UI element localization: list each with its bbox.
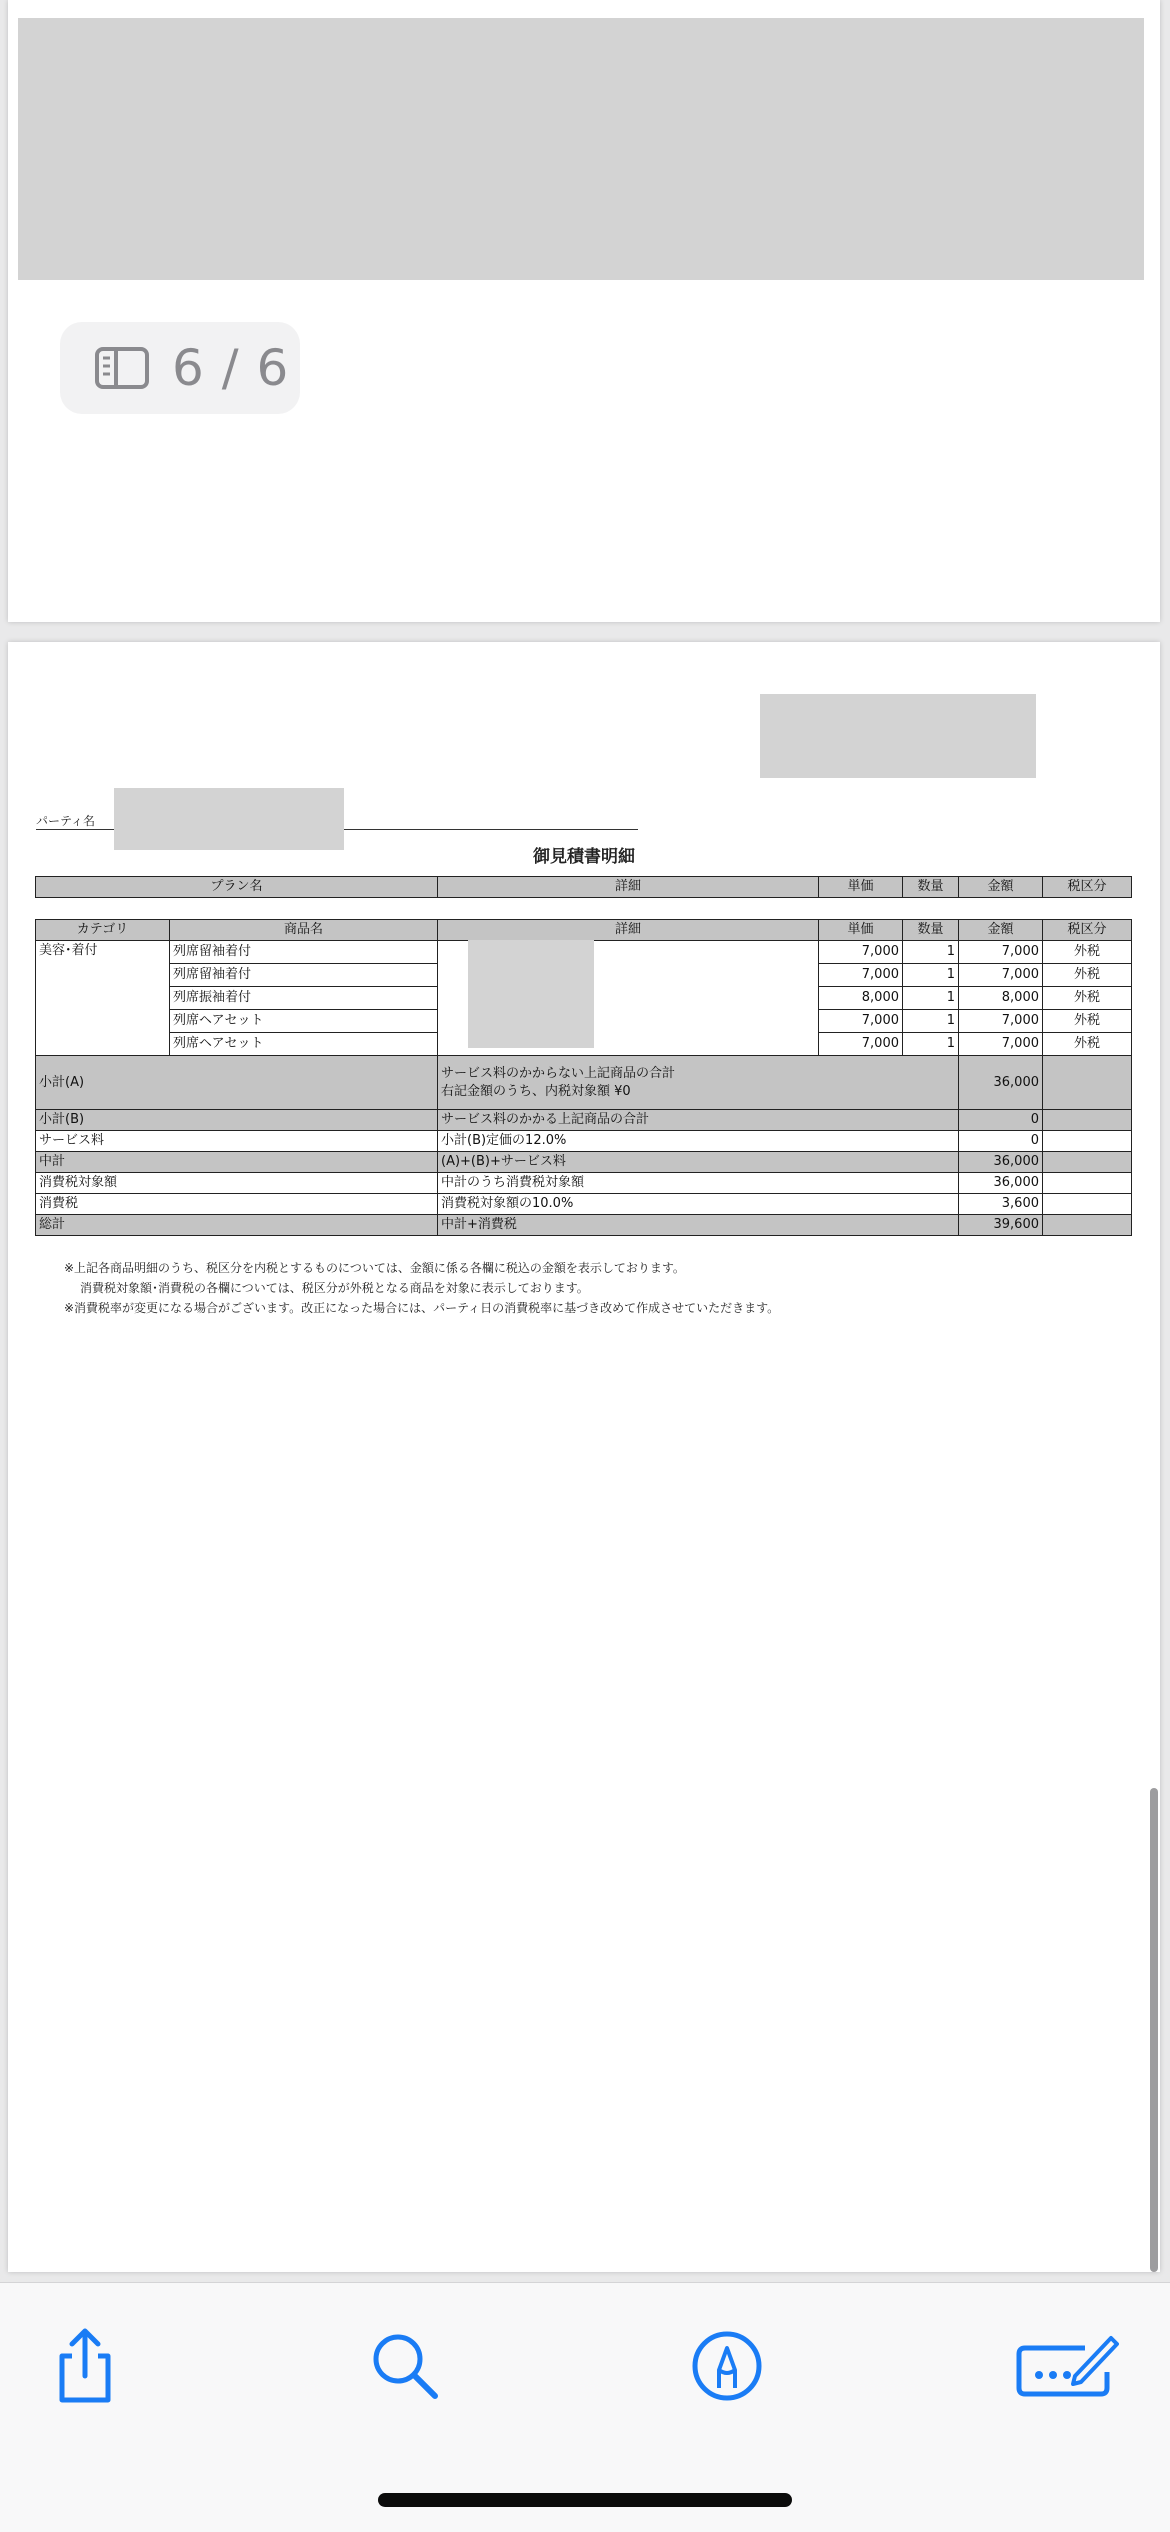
- item-amount: 7,000: [959, 1010, 1043, 1033]
- redacted-logo: [760, 694, 1036, 778]
- item-tax-type: 外税: [1043, 987, 1132, 1010]
- item-amount: 7,000: [959, 941, 1043, 964]
- total-desc: 中計+消費税: [438, 1215, 959, 1236]
- tax-label: 消費税: [36, 1194, 438, 1215]
- subtotal-b-tax-cell: [1043, 1110, 1132, 1131]
- taxable-tax-cell: [1043, 1173, 1132, 1194]
- subtotal-b-label: 小計(B): [36, 1110, 438, 1131]
- tax-tax-cell: [1043, 1194, 1132, 1215]
- summary-row-subtotal-a: [36, 1056, 1132, 1110]
- item-tax-type: 外税: [1043, 964, 1132, 987]
- item-tax-type: 外税: [1043, 1033, 1132, 1056]
- item-name: 列席留袖着付: [170, 941, 438, 964]
- redacted-block: [18, 18, 1144, 280]
- summary-row-midtotal: [36, 1152, 1132, 1173]
- current-page: [8, 642, 1160, 2272]
- footnote-line: ※上記各商品明細のうち、税区分を内税とするものについては、金額に係る各欄に税込の金額を表示しております。: [64, 1261, 685, 1275]
- redacted-detail: [468, 940, 594, 1048]
- share-button[interactable]: [40, 2321, 130, 2411]
- redacted-party-name: [114, 788, 344, 850]
- item-amount: 8,000: [959, 987, 1043, 1010]
- item-unit-price: 7,000: [819, 964, 903, 987]
- sidebar-icon: [94, 346, 150, 390]
- service-label: サービス料: [36, 1131, 438, 1152]
- service-tax-cell: [1043, 1131, 1132, 1152]
- subtotal-a-amount: 36,000: [959, 1056, 1043, 1110]
- service-desc: 小計(B)定価の12.0%: [438, 1131, 959, 1152]
- subtotal-a-desc: [438, 1056, 959, 1110]
- midtotal-label: 中計: [36, 1152, 438, 1173]
- party-name-label: パーティ名: [36, 814, 96, 828]
- taxable-amount: 36,000: [959, 1173, 1043, 1194]
- signature-icon: [1015, 2330, 1119, 2402]
- items-header-category: カテゴリ: [36, 920, 170, 941]
- summary-row-tax: [36, 1194, 1132, 1215]
- midtotal-amount: 36,000: [959, 1152, 1043, 1173]
- tax-amount: 3,600: [959, 1194, 1043, 1215]
- item-name: 列席振袖着付: [170, 987, 438, 1010]
- share-icon: [50, 2326, 120, 2406]
- total-amount: 39,600: [959, 1215, 1043, 1236]
- item-qty: 1: [903, 941, 959, 964]
- footnotes: [64, 1258, 779, 1318]
- total-label: 総計: [36, 1215, 438, 1236]
- plan-header-tax: 税区分: [1043, 877, 1132, 898]
- taxable-label: 消費税対象額: [36, 1173, 438, 1194]
- item-name: 列席留袖着付: [170, 964, 438, 987]
- plan-header-qty: 数量: [903, 877, 959, 898]
- footnote-line: 消費税対象額･消費税の各欄については、税区分が外税となる商品を対象に表示しております。: [80, 1281, 589, 1295]
- summary-row-taxable: [36, 1173, 1132, 1194]
- midtotal-tax-cell: [1043, 1152, 1132, 1173]
- taxable-desc: 中計のうち消費税対象額: [438, 1173, 959, 1194]
- plan-table: [35, 876, 1132, 898]
- page-indicator[interactable]: [60, 322, 300, 414]
- vertical-scrollbar[interactable]: [1150, 1788, 1158, 2272]
- document-title: 御見積書明細: [533, 847, 635, 867]
- subtotal-b-desc: サービス料のかかる上記商品の合計: [438, 1110, 959, 1131]
- service-amount: 0: [959, 1131, 1043, 1152]
- markup-pen-icon: [691, 2330, 763, 2402]
- summary-row-subtotal-b: [36, 1110, 1132, 1131]
- item-tax-type: 外税: [1043, 941, 1132, 964]
- subtotal-a-desc-line1: サービス料のかからない上記商品の合計: [441, 1065, 676, 1081]
- item-unit-price: 8,000: [819, 987, 903, 1010]
- subtotal-a-desc-line2: 右記金額のうち、内税対象額 ¥0: [441, 1083, 631, 1099]
- search-button[interactable]: [360, 2321, 450, 2411]
- item-tax-type: 外税: [1043, 1010, 1132, 1033]
- items-header-name: 商品名: [170, 920, 438, 941]
- item-name: 列席ヘアセット: [170, 1033, 438, 1056]
- search-icon: [369, 2330, 441, 2402]
- tax-desc: 消費税対象額の10.0%: [438, 1194, 959, 1215]
- total-tax-cell: [1043, 1215, 1132, 1236]
- item-name: 列席ヘアセット: [170, 1010, 438, 1033]
- plan-header-unit: 単価: [819, 877, 903, 898]
- item-unit-price: 7,000: [819, 1010, 903, 1033]
- item-qty: 1: [903, 1010, 959, 1033]
- plan-header-amount: 金額: [959, 877, 1043, 898]
- items-header-unit: 単価: [819, 920, 903, 941]
- plan-header-detail: 詳細: [438, 877, 819, 898]
- item-unit-price: 7,000: [819, 941, 903, 964]
- signature-button[interactable]: [1012, 2321, 1122, 2411]
- subtotal-a-label: 小計(A): [36, 1056, 438, 1110]
- item-qty: 1: [903, 1033, 959, 1056]
- items-header-tax: 税区分: [1043, 920, 1132, 941]
- category-cell: 美容･着付: [36, 941, 170, 1056]
- summary-row-total: [36, 1215, 1132, 1236]
- footnote-line: ※消費税率が変更になる場合がございます。改正になった場合には、パーティ日の消費税率に基づき改めて作成させていただきます。: [64, 1301, 780, 1315]
- items-header-amount: 金額: [959, 920, 1043, 941]
- item-unit-price: 7,000: [819, 1033, 903, 1056]
- items-header-detail: 詳細: [438, 920, 819, 941]
- home-indicator: [378, 2493, 792, 2507]
- item-qty: 1: [903, 987, 959, 1010]
- plan-header-plan: プラン名: [36, 877, 438, 898]
- midtotal-desc: (A)+(B)+サービス料: [438, 1152, 959, 1173]
- item-qty: 1: [903, 964, 959, 987]
- markup-button[interactable]: [682, 2321, 772, 2411]
- item-amount: 7,000: [959, 964, 1043, 987]
- previous-page: [8, 0, 1160, 622]
- items-header-qty: 数量: [903, 920, 959, 941]
- page-indicator-text: 6 / 6: [172, 339, 290, 397]
- item-amount: 7,000: [959, 1033, 1043, 1056]
- subtotal-b-amount: 0: [959, 1110, 1043, 1131]
- subtotal-a-tax-cell: [1043, 1056, 1132, 1110]
- summary-row-service: [36, 1131, 1132, 1152]
